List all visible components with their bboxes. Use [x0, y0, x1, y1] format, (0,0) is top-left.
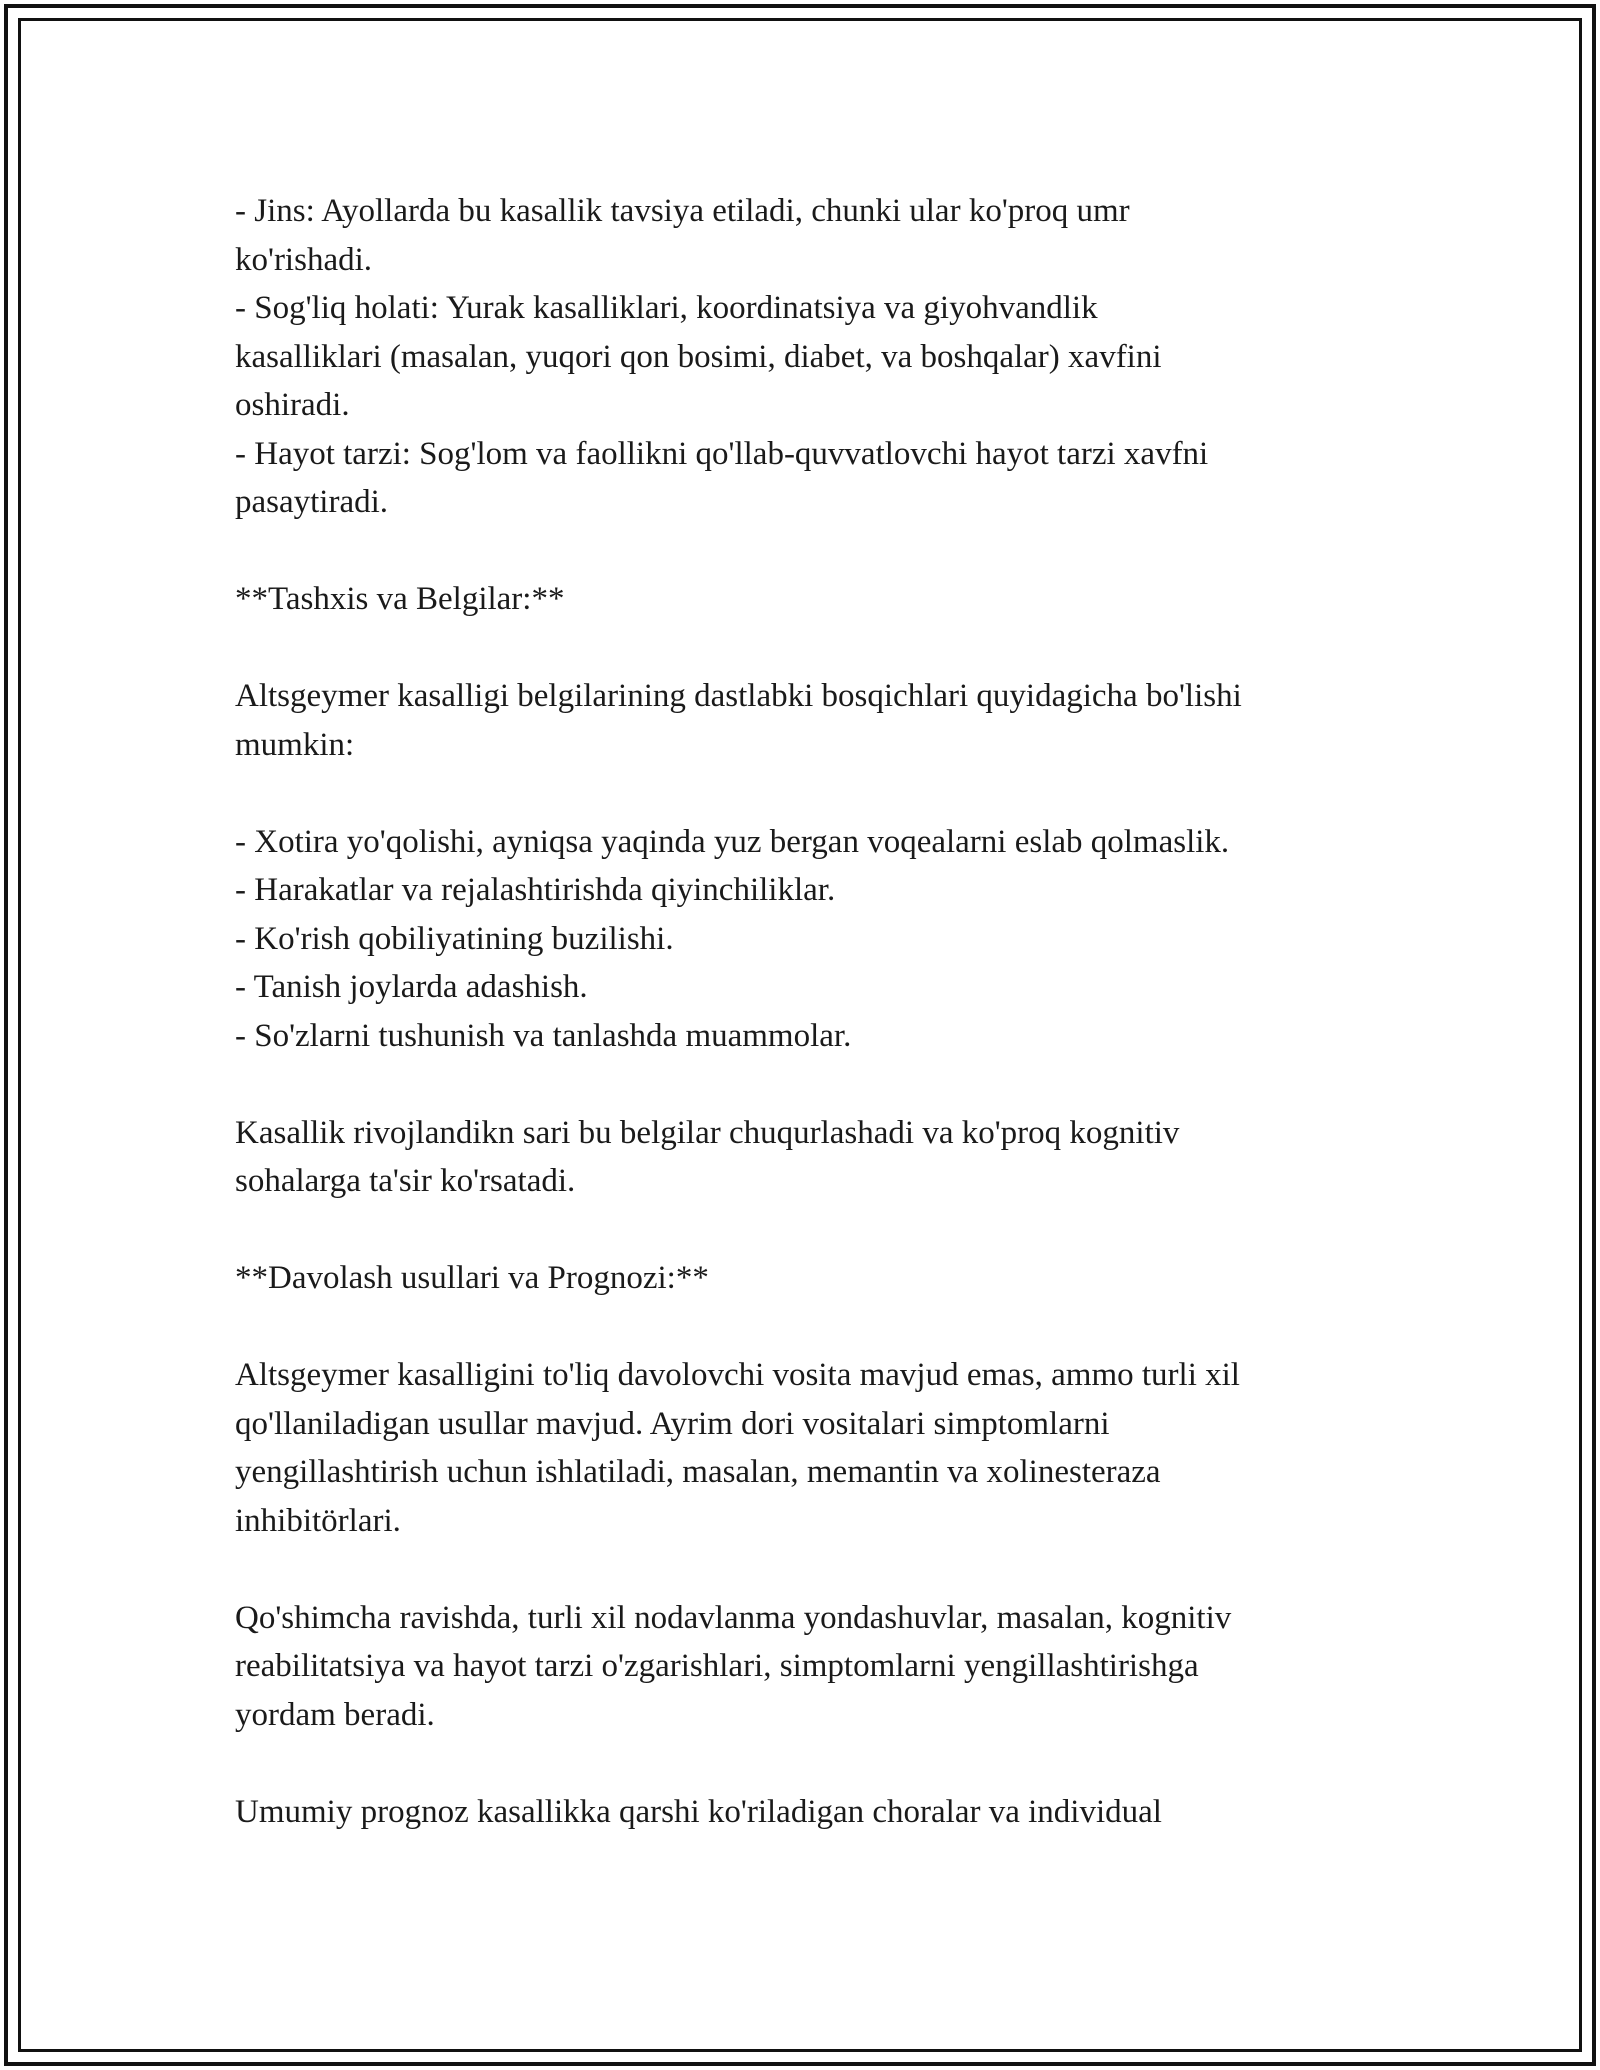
list-item: - Ko'rish qobiliyatining buzilishi. [235, 920, 674, 957]
list-item: - Xotira yo'qolishi, ayniqsa yaqinda yuz bergan voqealarni eslab qolmaslik. [235, 823, 1230, 860]
list-item: - Tanish joylarda adashish. [235, 969, 588, 1005]
text-line: qo'llaniladigan usullar mavjud. Ayrim dori vositalari simptomlarni [235, 1405, 1110, 1442]
list-item: - Harakatlar va rejalashtirishda qiyinchiliklar. [235, 872, 836, 908]
document-body [235, 187, 1415, 1885]
text-line: reabilitatsiya va hayot tarzi o'zgarishlari, simptomlarni yengillashtirishga [235, 1648, 1199, 1684]
text-line: inhibitörlari. [235, 1502, 401, 1539]
heading-diagnosis [235, 575, 1415, 624]
text-line: yengillashtirish uchun ishlatiladi, masalan, memantin va xolinesteraza [235, 1454, 1161, 1490]
list-item: - So'zlarni tushunish va tanlashda muammolar. [235, 1017, 852, 1054]
text-line: **Tashxis va Belgilar:** [235, 581, 565, 617]
text-line: Qo'shimcha ravishda, turli xil nodavlanma yondashuvlar, masalan, kognitiv [235, 1599, 1232, 1636]
text-line: mumkin: [235, 726, 355, 763]
text-line: yordam beradi. [235, 1696, 435, 1733]
symptoms-list [235, 818, 1415, 1061]
text-line: - Sog'liq holati: Yurak kasalliklari, koordinatsiya va giyohvandlik [235, 290, 1098, 326]
paragraph-risk-factors [235, 187, 1415, 527]
text-line: Kasallik rivojlandikn sari bu belgilar chuqurlashadi va ko'proq kognitiv [235, 1114, 1180, 1151]
text-line: Altsgeymer kasalligi belgilarining dastlabki bosqichlari quyidagicha bo'lishi [235, 678, 1242, 714]
text-line: ko'rishadi. [235, 241, 373, 278]
text-line: Altsgeymer kasalligini to'liq davolovchi vosita mavjud emas, ammo turli xil [235, 1357, 1240, 1393]
text-line: pasaytiradi. [235, 484, 389, 520]
text-line: oshiradi. [235, 387, 350, 423]
text-line: Umumiy prognoz kasallikka qarshi ko'riladigan choralar va individual [235, 1793, 1162, 1830]
text-line: kasalliklari (masalan, yuqori qon bosimi, diabet, va boshqalar) xavfini [235, 338, 1162, 375]
heading-treatment [235, 1254, 1415, 1303]
text-line: sohalarga ta'sir ko'rsatadi. [235, 1163, 576, 1199]
paragraph-non-drug [235, 1594, 1415, 1740]
paragraph-treatment [235, 1351, 1415, 1545]
paragraph-symptoms-intro [235, 672, 1415, 769]
text-line: - Hayot tarzi: Sog'lom va faollikni qo'llab-quvvatlovchi hayot tarzi xavfni [235, 435, 1209, 472]
paragraph-progression [235, 1109, 1415, 1206]
text-line: - Jins: Ayollarda bu kasallik tavsiya etiladi, chunki ular ko'proq umr [235, 193, 1130, 229]
text-line: **Davolash usullari va Prognozi:** [235, 1260, 709, 1296]
paragraph-prognosis [235, 1788, 1415, 1837]
